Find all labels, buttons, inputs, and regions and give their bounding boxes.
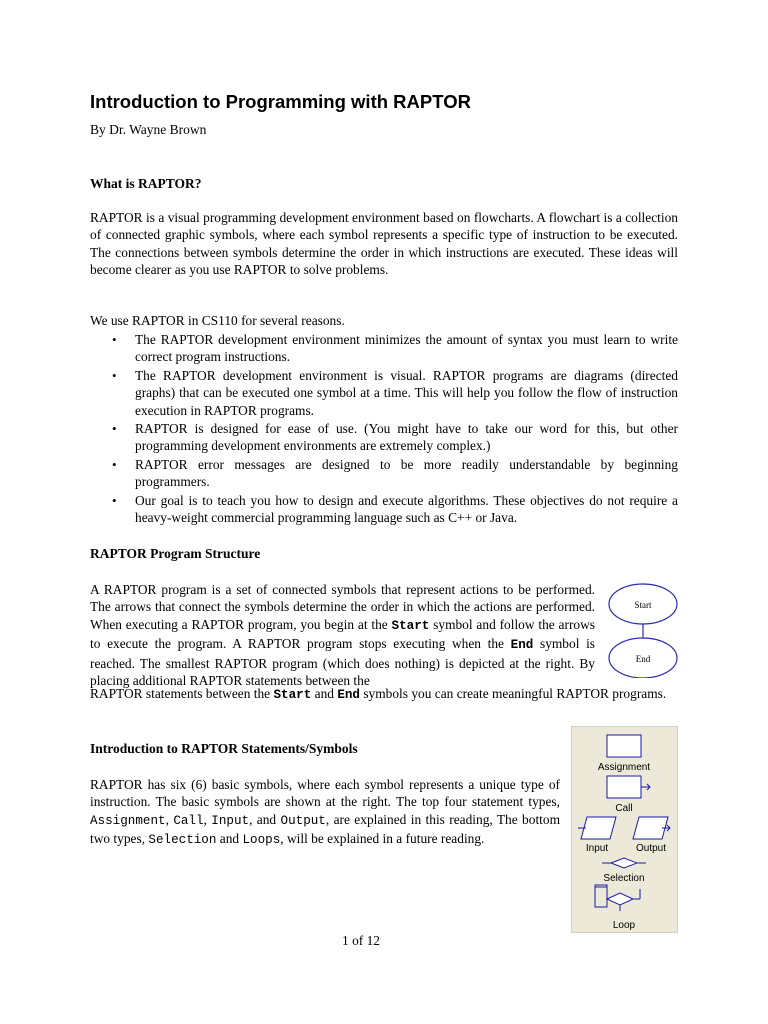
heading-what-is-raptor: What is RAPTOR? bbox=[90, 176, 202, 191]
paragraph-program-structure-1: A RAPTOR program is a set of connected symbols that represent actions to be performed. The arrows that connect the symbols determine the order in which the actions are performed. When executing a RAPTOR program, you begin at the Start symbol and follow the arrows to execute the program. A RAPTOR program stops executing when the End symbol is reached. The smallest RAPTOR program (which does nothing) is depicted at the right. By placing additional RAPTOR statements between the bbox=[90, 582, 595, 689]
end-keyword: End bbox=[510, 638, 534, 653]
start-symbol-label: Start bbox=[634, 600, 652, 610]
assignment-symbol[interactable] bbox=[607, 735, 641, 757]
call-symbol[interactable] bbox=[607, 776, 641, 798]
paragraph-statements: RAPTOR has six (6) basic symbols, where each symbol represents a unique type of instruction. The basic symbols are shown at the right. The top four statement types, Assignment, Call, Input, and Output, are explained in this reading, The bottom two types, Selection and Loops, will be explained in a future reading. bbox=[90, 777, 561, 848]
reasons-list bbox=[90, 331, 678, 527]
reasons-intro: We use RAPTOR in CS110 for several reasons. bbox=[90, 313, 345, 328]
input-label: Input bbox=[585, 843, 609, 854]
assignment-label: Assignment bbox=[597, 762, 651, 773]
list-item: • Our goal is to teach you how to design and execute algorithms. These objectives do not require a heavy-weight commercial programming language such as C++ or Java. bbox=[90, 492, 678, 527]
author-byline: By Dr. Wayne Brown bbox=[90, 122, 207, 137]
start-keyword: Start bbox=[391, 618, 430, 633]
list-item: • RAPTOR is designed for ease of use. (You might have to take our word for this, but other programming development environments are extremely complex.) bbox=[90, 420, 678, 455]
list-item: • The RAPTOR development environment is visual. RAPTOR programs are diagrams (directed graphs) that can be executed one symbol at a time. This will help you follow the flow of instruction execution in RAPTOR programs. bbox=[90, 367, 678, 419]
symbol-palette bbox=[571, 726, 678, 933]
heading-program-structure: RAPTOR Program Structure bbox=[90, 546, 261, 561]
list-item: • RAPTOR error messages are designed to be more readily understandable by beginning programmers. bbox=[90, 456, 678, 491]
selection-symbol[interactable] bbox=[611, 858, 637, 868]
loop-label: Loop bbox=[612, 920, 636, 931]
page-number: 1 of 12 bbox=[342, 933, 380, 948]
input-symbol[interactable] bbox=[581, 817, 616, 839]
page-title: Introduction to Programming with RAPTOR bbox=[90, 91, 471, 112]
end-symbol-label: End bbox=[635, 654, 651, 664]
paragraph-what-is-raptor: RAPTOR is a visual programming development environment based on flowcharts. A flowchart is a collection of connected graphic symbols, where each symbol represents a specific type of instruction to be executed. The connections between symbols determine the order in which instructions are executed. These ideas will become clearer as you use RAPTOR to solve problems. bbox=[90, 210, 678, 278]
heading-statements-symbols: Introduction to RAPTOR Statements/Symbols bbox=[90, 741, 358, 756]
loop-symbol[interactable] bbox=[607, 893, 633, 905]
minimal-program-diagram bbox=[605, 582, 685, 678]
output-label: Output bbox=[635, 843, 667, 854]
paragraph-program-structure-2: RAPTOR statements between the Start and End symbols you can create meaningful RAPTOR programs. bbox=[90, 686, 667, 702]
selection-label: Selection bbox=[603, 873, 645, 884]
call-label: Call bbox=[615, 803, 633, 814]
list-item: • The RAPTOR development environment minimizes the amount of syntax you must learn to write correct program instructions. bbox=[90, 331, 678, 366]
